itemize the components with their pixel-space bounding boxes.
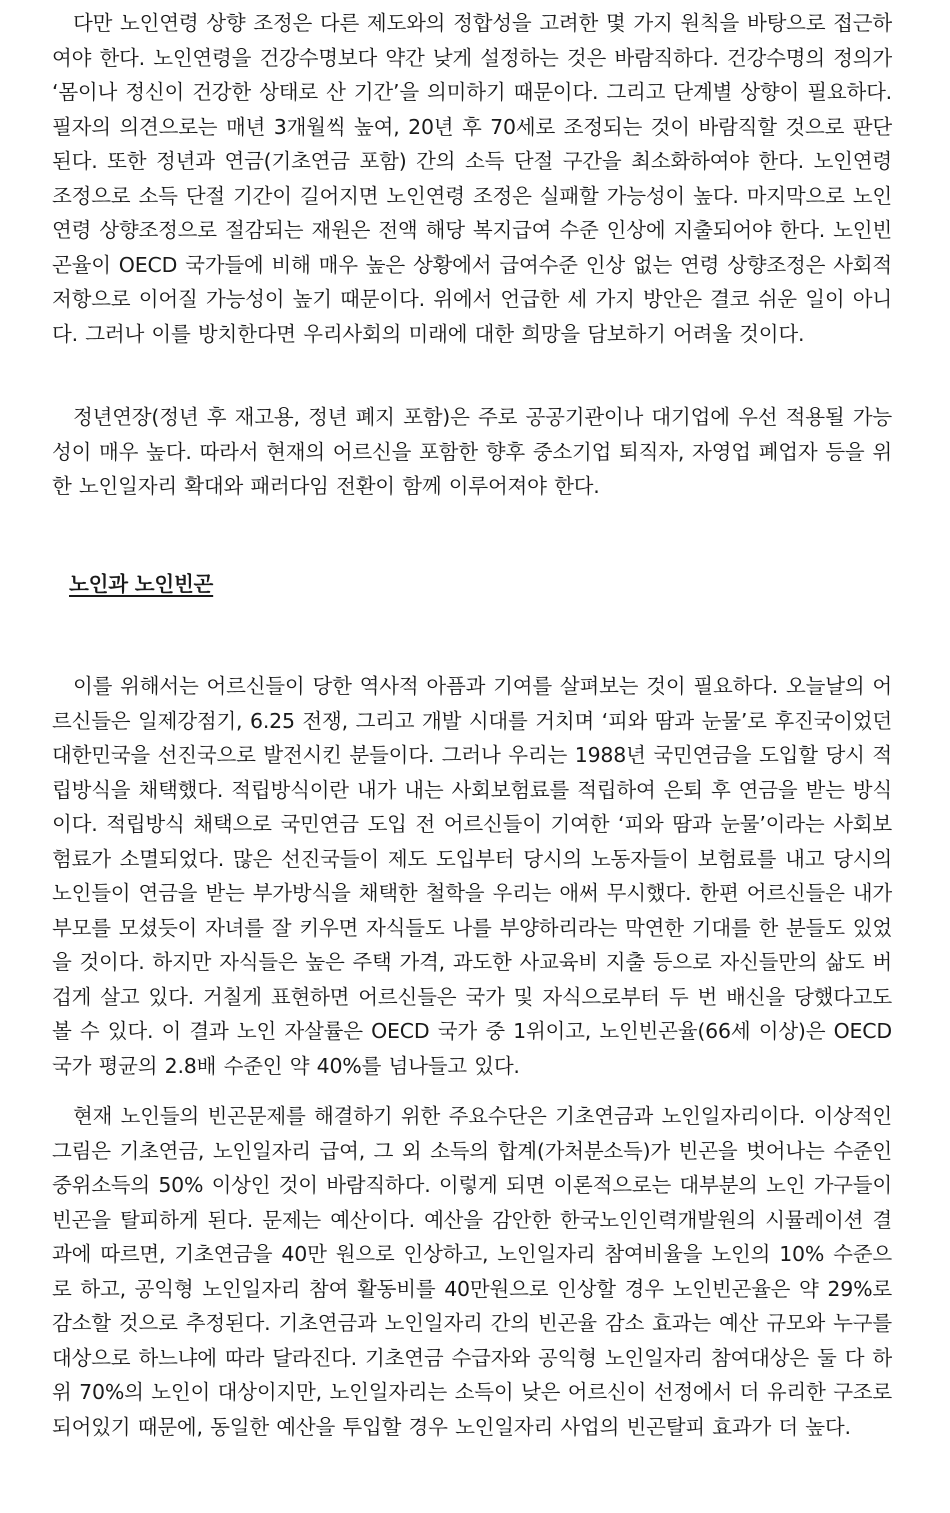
paragraph-retirement-age-principles: 다만 노인연령 상향 조정은 다른 제도와의 정합성을 고려한 몇 가지 원칙을 바탕으로 접근하여야 한다. 노인연령을 건강수명보다 약간 낮게 설정하는 것은 바람직하다. 건강수명의 정의가 ‘몸이나 정신이 건강한 상태로 산 기간’을 의미하기 때문이다. 그리고 단계별 상향이 필요하다. 필자의 의견으로는 매년 3개월씩 높여, 20년 후 70세로 조정되는 것이 바람직할 것으로 판단된다. 또한 정년과 연금(기초연금 포함) 간의 소득 단절 구간을 최소화하여야 한다. 노인연령 조정으로 소득 단절 기간이 길어지면 노인연령 조정은 실패할 가능성이 높다. 마지막으로 노인연령 상향조정으로 절감되는 재원은 전액 해당 복지급여 수준 인상에 지출되어야 한다. 노인빈곤율이 OECD 국가들에 비해 매우 높은 상황에서 급여수준 인상 없는 연령 상향조정은 사회적 저항으로 이어질 가능성이 높기 때문이다. 위에서 언급한 세 가지 방안은 결코 쉬운 일이 아니다. 그러나 이를 방치한다면 우리사회의 미래에 대한 희망을 담보하기 어려울 것이다. — [52, 11, 892, 346]
section-heading: 노인과 노인빈곤 — [69, 572, 214, 596]
paragraph-elderly-history: 이를 위해서는 어르신들이 당한 역사적 아픔과 기여를 살펴보는 것이 필요하다. 오늘날의 어르신들은 일제강점기, 6.25 전쟁, 그리고 개발 시대를 거치며 ‘피와 땀과 눈물’로 후진국이었던 대한민국을 선진국으로 발전시킨 분들이다. 그러나 우리는 1988년 국민연금을 도입할 당시 적립방식을 채택했다. 적립방식이란 내가 내는 사회보험료를 적립하여 은퇴 후 연금을 받는 방식이다. 적립방식 채택으로 국민연금 도입 전 어르신들이 기여한 ‘피와 땀과 눈물’이라는 사회보험료가 소멸되었다. 많은 선진국들이 제도 도입부터 당시의 노동자들이 보험료를 내고 당시의 노인들이 연금을 받는 부가방식을 채택한 철학을 우리는 애써 무시했다. 한편 어르신들은 내가 부모를 모셨듯이 자녀를 잘 키우면 자식들도 나를 부양하리라는 막연한 기대를 한 분들도 있었을 것이다. 하지만 자식들은 높은 주택 가격, 과도한 사교육비 지출 등으로 자신들만의 삶도 버겁게 살고 있다. 거칠게 표현하면 어르신들은 국가 및 자식으로부터 두 번 배신을 당했다고도 볼 수 있다. 이 결과 노인 자살률은 OECD 국가 중 1위이고, 노인빈곤율(66세 이상)은 OECD 국가 평균의 2.8배 수준인 약 40%를 넘나들고 있다. — [52, 674, 892, 1078]
paragraph-elderly-poverty-measures: 현재 노인들의 빈곤문제를 해결하기 위한 주요수단은 기초연금과 노인일자리이다. 이상적인 그림은 기초연금, 노인일자리 급여, 그 외 소득의 합계(가처분소득)가 빈곤을 벗어나는 수준인 중위소득의 50% 이상인 것이 바람직하다. 이렇게 되면 이론적으로는 대부분의 노인 가구들이 빈곤을 탈피하게 된다. 문제는 예산이다. 예산을 감안한 한국노인인력개발원의 시뮬레이션 결과에 따르면, 기초연금을 40만 원으로 인상하고, 노인일자리 참여비율을 노인의 10% 수준으로 하고, 공익형 노인일자리 참여 활동비를 40만원으로 인상할 경우 노인빈곤율은 약 29%로 감소할 것으로 추정된다. 기초연금과 노인일자리 간의 빈곤율 감소 효과는 예산 규모와 누구를 대상으로 하느냐에 따라 달라진다. 기초연금 수급자와 공익형 노인일자리 참여대상은 둘 다 하위 70%의 노인이 대상이지만, 노인일자리는 소득이 낮은 어르신이 선정에서 더 유리한 구조로 되어있기 때문에, 동일한 예산을 투입할 경우 노인일자리 사업의 빈곤탈피 효과가 더 높다. — [52, 1104, 892, 1439]
paragraph-retirement-extension: 정년연장(정년 후 재고용, 정년 폐지 포함)은 주로 공공기관이나 대기업에 우선 적용될 가능성이 매우 높다. 따라서 현재의 어르신을 포함한 향후 중소기업 퇴직자, 자영업 폐업자 등을 위한 노인일자리 확대와 패러다임 전환이 함께 이루어져야 한다. — [52, 405, 892, 498]
